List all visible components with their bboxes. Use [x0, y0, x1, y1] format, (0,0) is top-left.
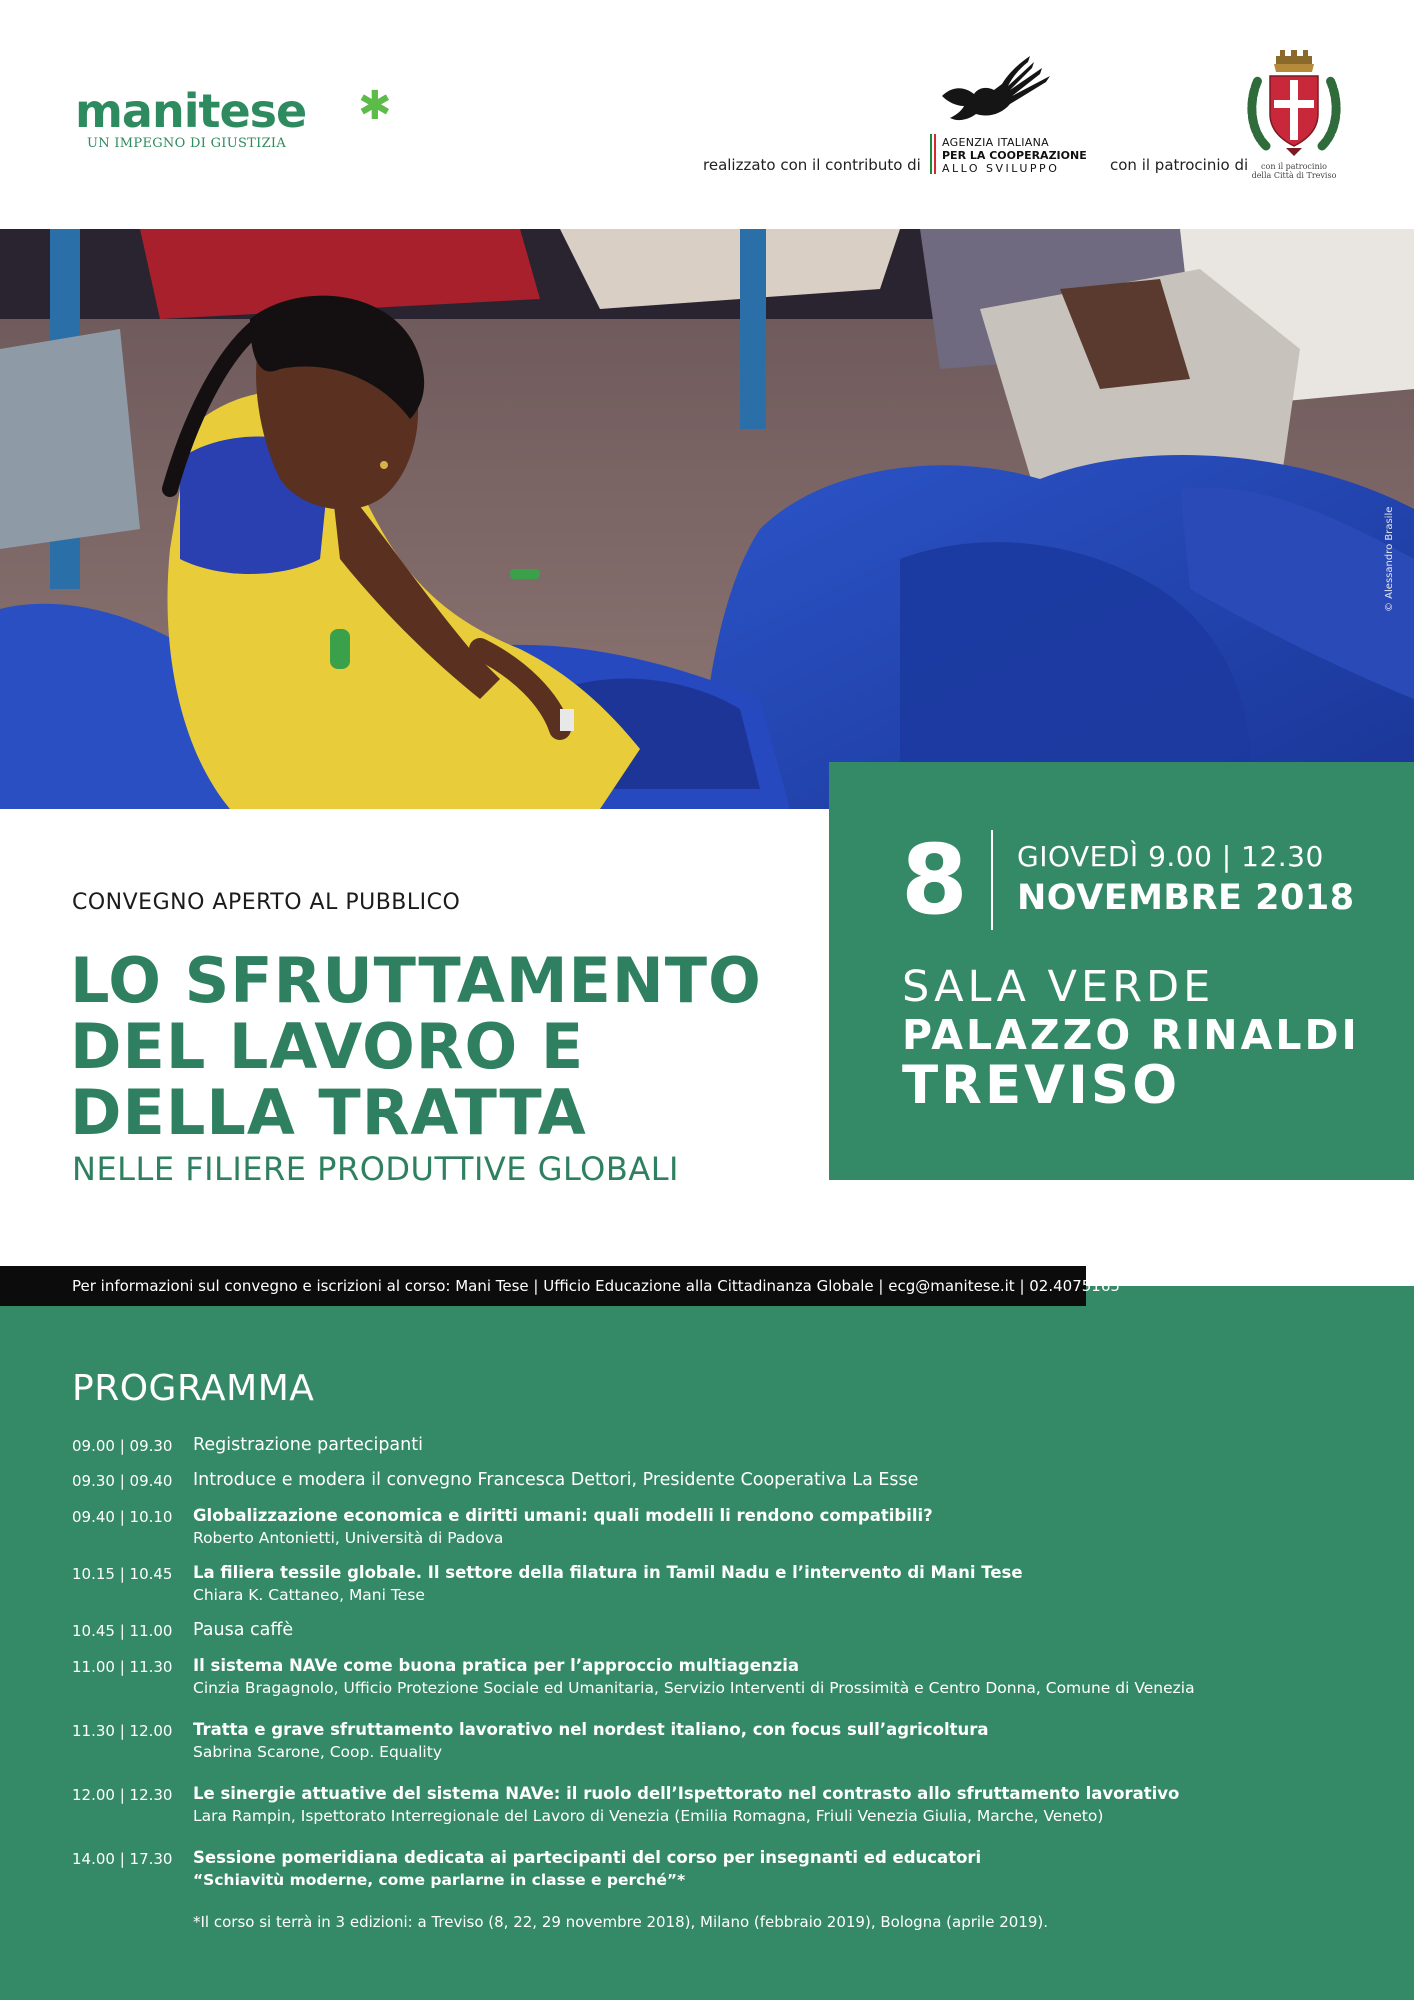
crest-caption: con il patrocinio della Città di Treviso: [1251, 162, 1337, 180]
patronage-text: con il patrocinio di: [1110, 156, 1249, 174]
logo-tagline: UN IMPEGNO DI GIUSTIZIA: [87, 136, 287, 151]
coat-of-arms-icon: [1246, 50, 1342, 162]
program-speaker: Cinzia Bragagnolo, Ufficio Protezione Sociale ed Umanitaria, Servizio Interventi di Prossimità e Centro Donna, Comune di Venezia: [193, 1679, 1195, 1697]
program-course-title: “Schiavitù moderne, come parlarne in classe e perché”*: [193, 1871, 686, 1889]
program-time: 09.30 | 09.40: [72, 1472, 173, 1490]
program-title-text: Registrazione partecipanti: [193, 1435, 423, 1455]
contribution-text: realizzato con il contributo di: [703, 156, 921, 174]
program-time: 10.15 | 10.45: [72, 1565, 173, 1583]
program-title-text: Introduce e modera il convegno Francesca Dettori, Presidente Cooperativa La Esse: [193, 1470, 919, 1490]
manitese-logo: [75, 83, 392, 151]
agency-line-1: AGENZIA ITALIANA: [942, 136, 1049, 149]
program-time: 09.00 | 09.30: [72, 1437, 173, 1455]
program-title: PROGRAMMA: [72, 1368, 315, 1409]
hero-photo: [0, 229, 1414, 809]
event-tagline: CONVEGNO APERTO AL PUBBLICO: [72, 890, 461, 915]
logo-asterisk-icon: ✱: [358, 83, 392, 129]
dove-icon: [938, 52, 1068, 132]
title-line-1: LO SFRUTTAMENTO: [70, 944, 762, 1017]
program-speaker: Lara Rampin, Ispettorato Interregionale del Lavoro di Venezia (Emilia Romagna, Friuli Venezia Giulia, Marche, Veneto): [193, 1807, 1104, 1825]
program-time: 10.45 | 11.00: [72, 1622, 173, 1640]
event-month-year: NOVEMBRE 2018: [1017, 878, 1355, 918]
event-city: TREVISO: [902, 1055, 1181, 1116]
program-footnote: *Il corso si terrà in 3 edizioni: a Treviso (8, 22, 29 novembre 2018), Milano (febbraio 2019), Bologna (aprile 2019).: [193, 1913, 1049, 1931]
program-speaker: Chiara K. Cattaneo, Mani Tese: [193, 1586, 425, 1604]
program-title-text: Pausa caffè: [193, 1620, 294, 1640]
agency-line-3: ALLO SVILUPPO: [942, 162, 1060, 175]
treviso-crest: [1246, 50, 1342, 180]
event-details-box: [829, 762, 1414, 1180]
program-time: 12.00 | 12.30: [72, 1786, 173, 1804]
program-title-text: La filiera tessile globale. Il settore della filatura in Tamil Nadu e l’intervento di Mani Tese: [193, 1563, 1023, 1582]
event-time: GIOVEDÌ 9.00 | 12.30: [1017, 840, 1324, 873]
title-line-2: DEL LAVORO E: [70, 1010, 585, 1083]
logo-wordmark: manitese: [75, 84, 307, 138]
title-line-3: DELLA TRATTA: [70, 1076, 587, 1149]
info-bar: Per informazioni sul convegno e iscrizioni al corso: Mani Tese | Ufficio Educazione alla Cittadinanza Globale | ecg@manitese.it | 02.4075165: [0, 1266, 1086, 1306]
program-time: 09.40 | 10.10: [72, 1508, 173, 1526]
event-room: SALA VERDE: [902, 962, 1215, 1012]
program-title-text: Tratta e grave sfruttamento lavorativo nel nordest italiano, con focus sull’agricoltura: [193, 1720, 989, 1739]
program-speaker: Sabrina Scarone, Coop. Equality: [193, 1743, 442, 1761]
event-palace: PALAZZO RINALDI: [902, 1011, 1360, 1059]
tricolor-bars: [930, 134, 936, 174]
photo-credit: © Alessandro Brasile: [1384, 506, 1395, 612]
aics-logo: [930, 52, 1087, 175]
event-subtitle: NELLE FILIERE PRODUTTIVE GLOBALI: [72, 1150, 679, 1188]
program-time: 11.00 | 11.30: [72, 1658, 173, 1676]
program-time: 14.00 | 17.30: [72, 1850, 173, 1868]
program-title-text: Sessione pomeridiana dedicata ai partecipanti del corso per insegnanti ed educatori: [193, 1848, 982, 1867]
program-time: 11.30 | 12.00: [72, 1722, 173, 1740]
garment-worker-photo: [0, 229, 1414, 809]
program-title-text: Globalizzazione economica e diritti umani: quali modelli li rendono compatibili?: [193, 1506, 933, 1525]
event-day: 8: [901, 824, 968, 936]
agency-line-2: PER LA COOPERAZIONE: [942, 149, 1087, 162]
event-divider: [991, 830, 993, 930]
program-speaker: Roberto Antonietti, Università di Padova: [193, 1529, 504, 1547]
program-title-text: Le sinergie attuative del sistema NAVe: il ruolo dell’Ispettorato nel contrasto allo sfruttamento lavorativo: [193, 1784, 1180, 1803]
program-title-text: Il sistema NAVe come buona pratica per l’approccio multiagenzia: [193, 1656, 800, 1675]
